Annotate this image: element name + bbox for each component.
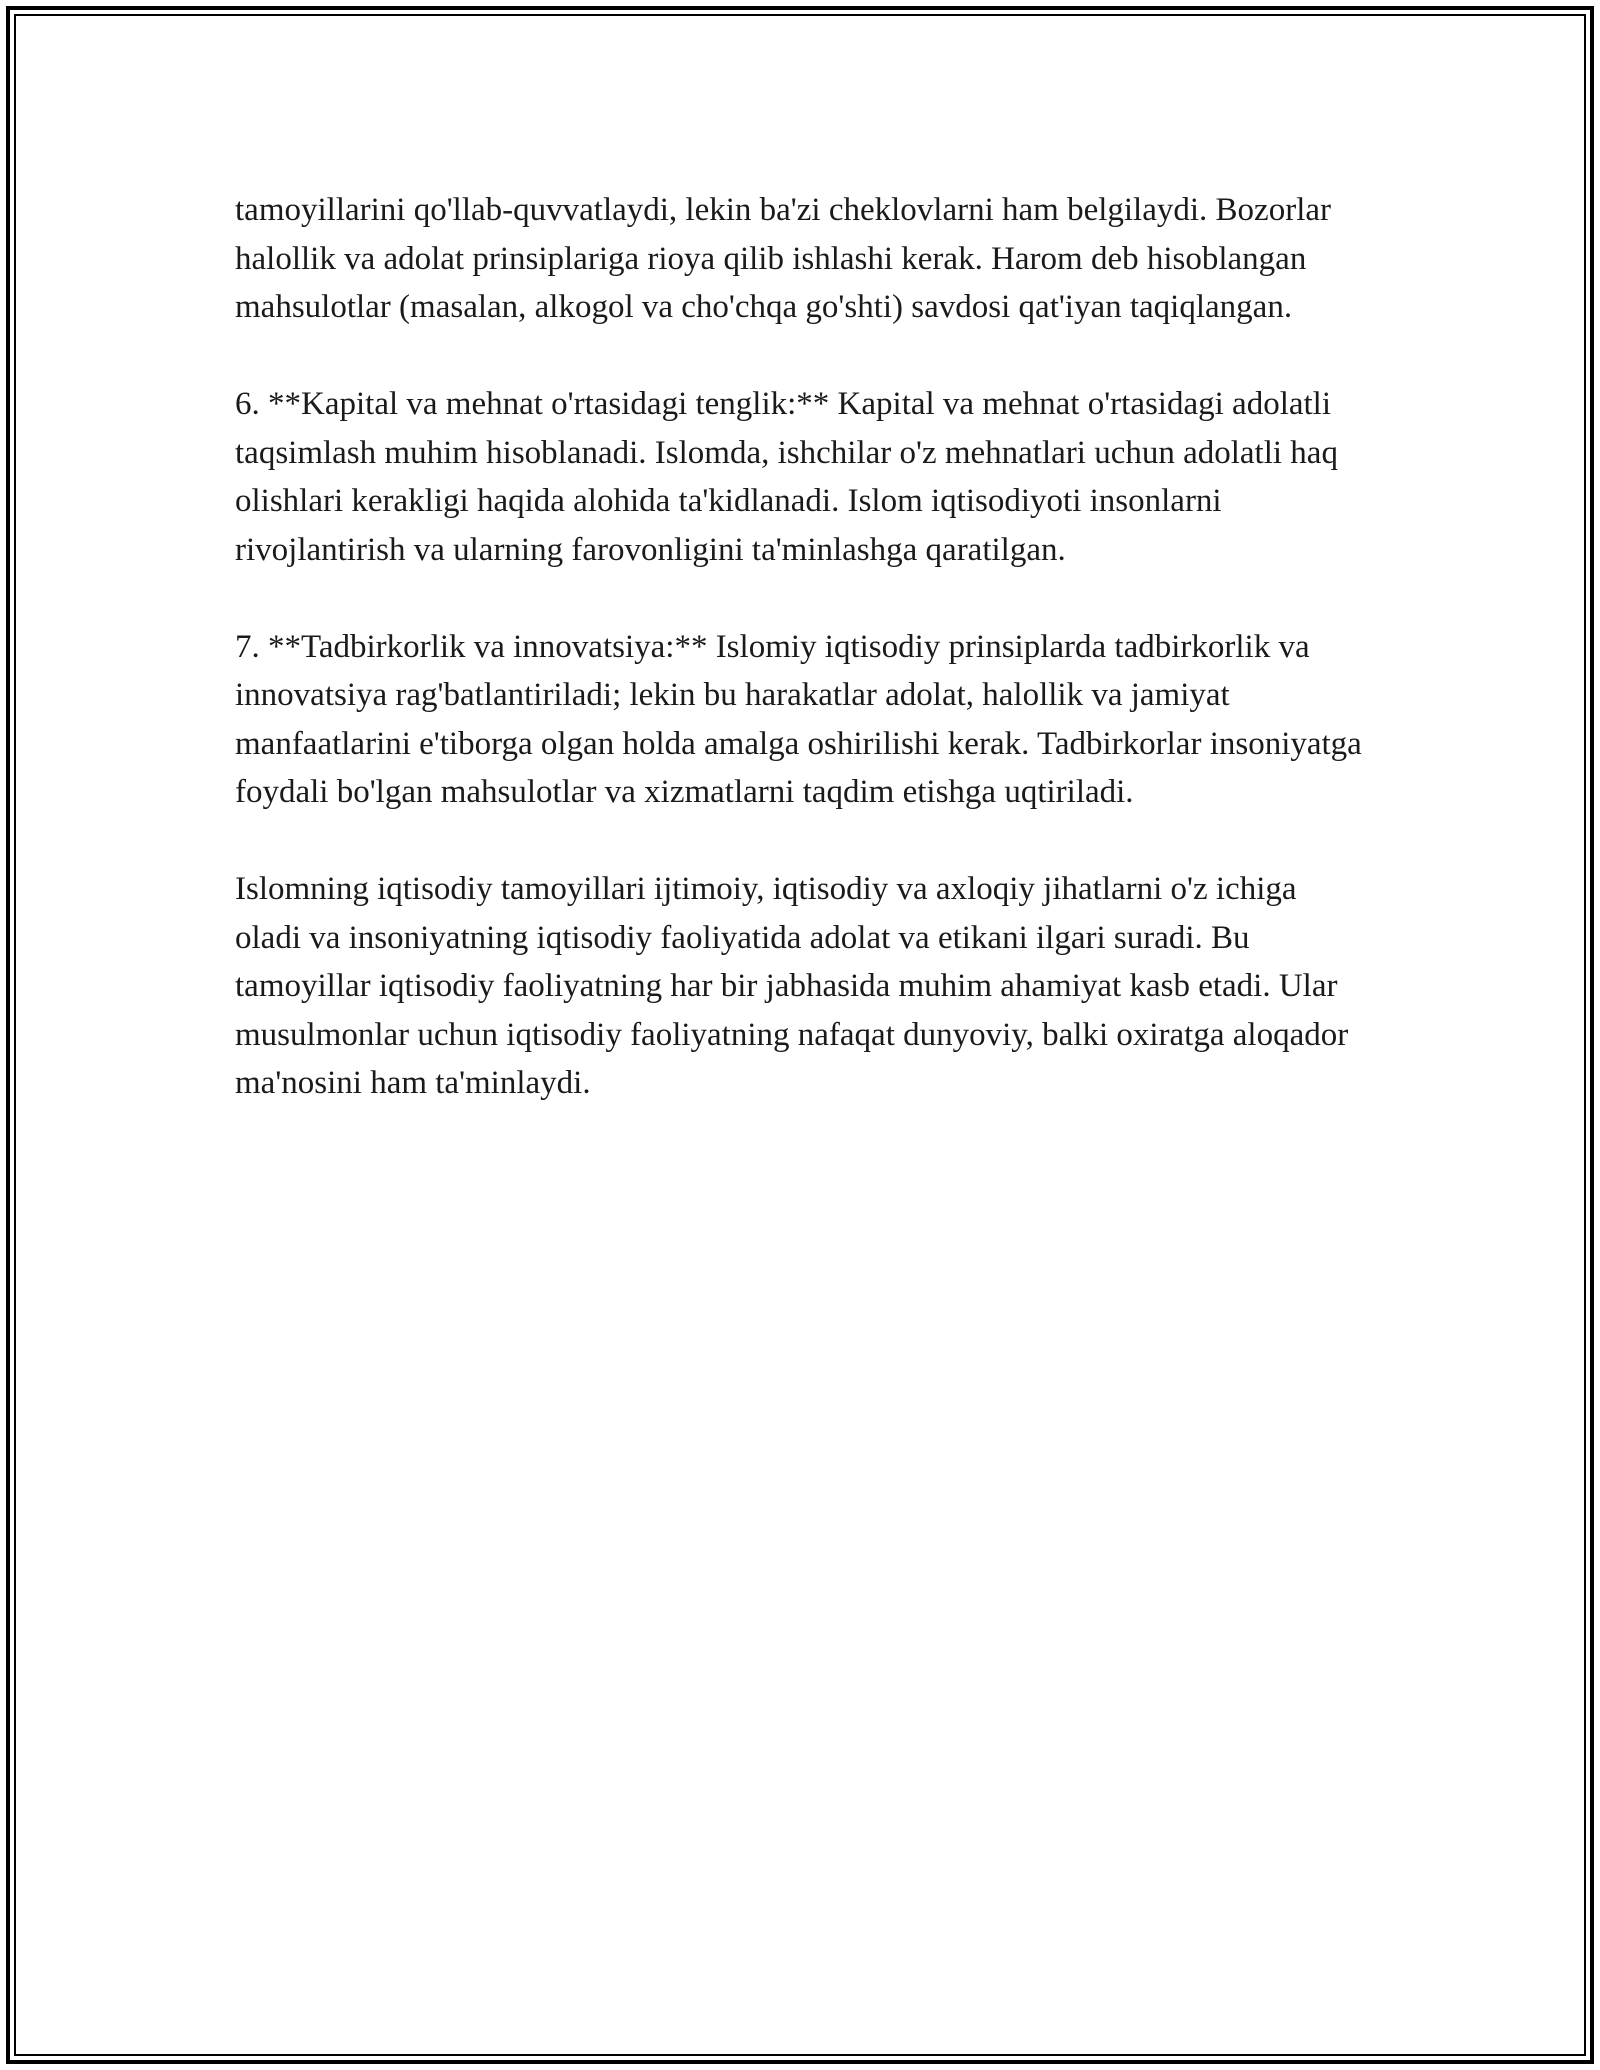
document-body (235, 186, 1370, 1108)
paragraph-capital-labor: 6. **Kapital va mehnat o'rtasidagi tenglik:** Kapital va mehnat o'rtasidagi adolatli taqsimlash muhim hisoblanadi. Islomda, ishchilar o'z mehnatlari uchun adolatli haq olishlari kerakligi haqida alohida ta'kidlanadi. Islom iqtisodiyoti insonlarni rivojlantirish va ularning farovonligini ta'minlashga qaratilgan. (235, 386, 1338, 568)
paragraph-market-principles: tamoyillarini qo'llab-quvvatlaydi, lekin ba'zi cheklovlarni ham belgilaydi. Bozorlar halollik va adolat prinsiplariga rioya qilib ishlashi kerak. Harom deb hisoblangan mahsulotlar (masalan, alkogol va cho'chqa go'shti) savdosi qat'iyan taqiqlangan. (235, 192, 1331, 325)
paragraph-conclusion: Islomning iqtisodiy tamoyillari ijtimoiy, iqtisodiy va axloqiy jihatlarni o'z ichiga oladi va insoniyatning iqtisodiy faoliyatida adolat va etikani ilgari suradi. Bu tamoyillar iqtisodiy faoliyatning har bir jabhasida muhim ahamiyat kasb etadi. Ular musulmonlar uchun iqtisodiy faoliyatning nafaqat dunyoviy, balki oxiratga aloqador ma'nosini ham ta'minlaydi. (235, 871, 1349, 1101)
paragraph-entrepreneurship: 7. **Tadbirkorlik va innovatsiya:** Islomiy iqtisodiy prinsiplarda tadbirkorlik va innovatsiya rag'batlantiriladi; lekin bu harakatlar adolat, halollik va jamiyat manfaatlarini e'tiborga olgan holda amalga oshirilishi kerak. Tadbirkorlar insoniyatga foydali bo'lgan mahsulotlar va xizmatlarni taqdim etishga uqtiriladi. (235, 628, 1362, 810)
